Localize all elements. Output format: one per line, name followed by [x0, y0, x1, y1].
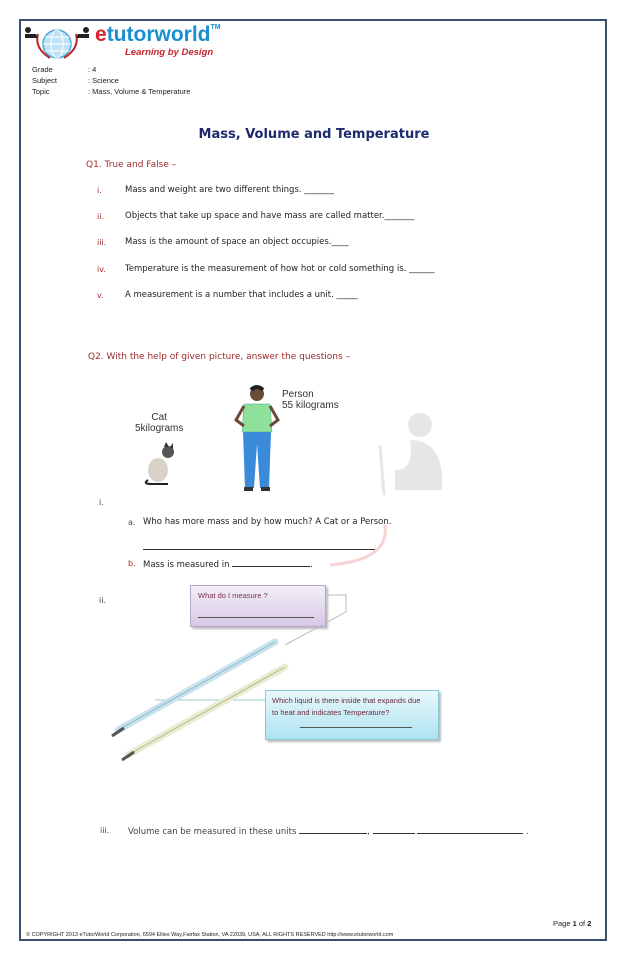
logo-tagline: Learning by Design: [125, 47, 214, 58]
meta-topic-value: : Mass, Volume & Temperature: [88, 87, 191, 96]
q2-part-iii-num: iii.: [100, 826, 110, 835]
q2-b-num: b.: [128, 559, 136, 568]
volume-unit-blank-2[interactable]: [373, 825, 415, 834]
box2-line2: to heat and indicates Temperature?: [272, 708, 390, 717]
volume-unit-blank-3[interactable]: [417, 825, 523, 834]
q2-a-answer-line[interactable]: [143, 549, 375, 550]
q2-part-iii-line: Volume can be measured in these units , .: [128, 827, 529, 837]
box1-text: What do I measure ?: [198, 591, 268, 600]
q1-item-num: v.: [97, 291, 104, 300]
meta-grade-value: : 4: [88, 65, 97, 74]
globe-logo-icon: [22, 24, 92, 64]
q1-item-text: Temperature is the measurement of how hot or cold something is. ______: [125, 264, 435, 274]
page-number: Page 1 of 2: [553, 919, 592, 928]
logo-text: etutorworld™: [95, 23, 221, 46]
page-border: [19, 19, 607, 941]
liquid-question-box: [265, 690, 439, 740]
worksheet-title: Mass, Volume and Temperature: [198, 127, 430, 142]
q1-item-num: i.: [97, 186, 102, 195]
q2-heading: Q2. With the help of given picture, answer the questions –: [88, 352, 351, 362]
meta-subject-value: : Science: [88, 76, 119, 85]
meta-topic-label: Topic: [32, 87, 50, 96]
copyright-footer: © COPYRIGHT 2013 eTutorWorld Corporation, 6594 Ellies Way,Fairfax Station, VA 22039, USA, ALL RIGHTS RESERVED http://www.etutorworld.com: [26, 932, 394, 938]
q1-item-text: Objects that take up space and have mass are called matter._______: [125, 211, 415, 221]
box2-answer-line[interactable]: [300, 727, 412, 728]
q1-item-num: iii.: [97, 238, 107, 247]
q2-a-num: a.: [128, 518, 136, 527]
person-image: [232, 384, 282, 494]
box2-line1: Which liquid is there inside that expands due: [272, 696, 421, 705]
q2-b-answer-blank[interactable]: [232, 558, 310, 567]
q1-item-num: iv.: [97, 265, 106, 274]
cat-label: Cat 5kilograms: [135, 412, 184, 434]
q2-a-text: Who has more mass and by how much? A Cat or a Person.: [143, 517, 392, 527]
volume-unit-blank-1[interactable]: [299, 825, 367, 834]
q1-heading: Q1. True and False –: [86, 160, 177, 170]
meta-subject-label: Subject: [32, 76, 58, 85]
q1-item-text: Mass is the amount of space an object occupies.____: [125, 237, 349, 247]
q1-item-text: Mass and weight are two different things. _______: [125, 185, 335, 195]
q2-part-ii-num: ii.: [99, 596, 106, 605]
q1-item-num: ii.: [97, 212, 104, 221]
q1-item-text: A measurement is a number that includes a unit. _____: [125, 290, 358, 300]
watermark-figure: [370, 410, 450, 500]
q2-part-i-num: i.: [99, 498, 104, 507]
q2-b-line: Mass is measured in .: [143, 560, 313, 570]
cat-image: [140, 440, 180, 486]
meta-grade-label: Grade: [32, 65, 53, 74]
person-label: Person 55 kilograms: [282, 389, 339, 411]
